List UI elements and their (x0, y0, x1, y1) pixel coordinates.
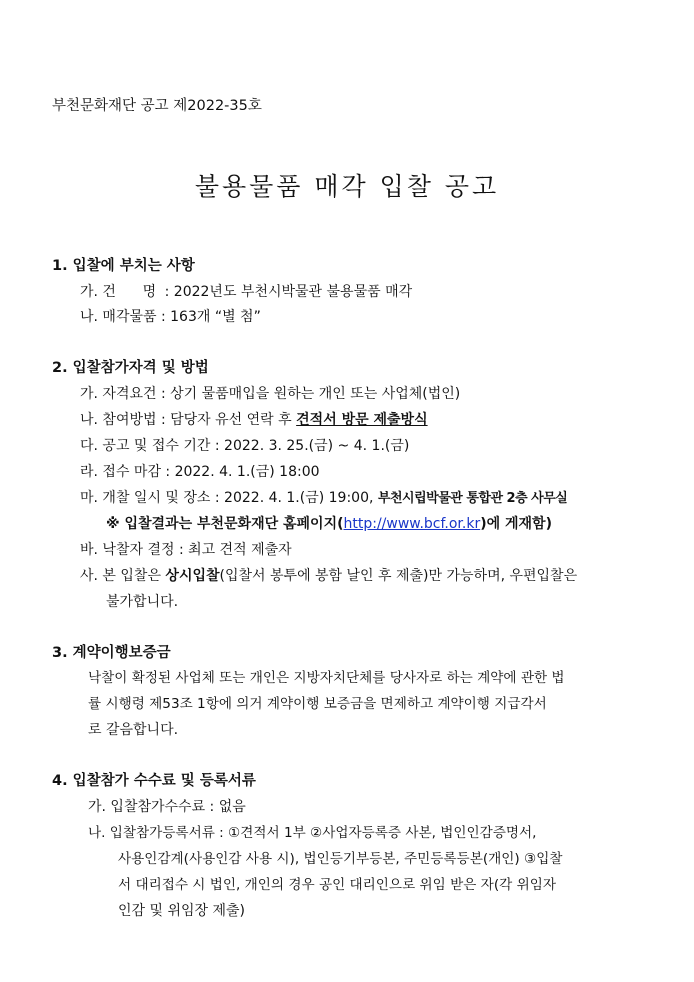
notice-number: 부천문화재단 공고 제2022-35호 (52, 98, 262, 114)
item-sa-emphasis: 상시입찰 (165, 568, 220, 584)
section-4-item-na-line-2: 사용인감계(사용인감 사용 시), 법인등기부등본, 주민등록등본(개인) ③입찰 (118, 851, 563, 867)
item-ma-emphasis: 부천시립박물관 통합관 2층 사무실 (377, 491, 568, 506)
section-3-line-1: 낙찰이 확정된 사업체 또는 개인은 지방자치단체를 당사자로 하는 계약에 관한 법 (88, 670, 565, 686)
section-2-item-sa-cont: 불가합니다. (106, 594, 179, 610)
note-text-end: )에 게재함) (480, 516, 552, 532)
section-2-item-ma (80, 488, 567, 509)
section-2-item-ra: 라. 접수 마감 : 2022. 4. 1.(금) 18:00 (80, 464, 320, 480)
section-4-heading: 4. 입찰참가 수수료 및 등록서류 (52, 773, 256, 789)
page-title: 불용물품 매각 입찰 공고 (194, 172, 500, 201)
section-1-heading: 1. 입찰에 부치는 사항 (52, 258, 195, 274)
section-2-item-ba: 바. 낙찰자 결정 : 최고 견적 제출자 (80, 542, 292, 558)
section-2-item-da: 다. 공고 및 접수 기간 : 2022. 3. 25.(금) ~ 4. 1.(금) (80, 438, 410, 454)
section-4-item-na-line-3: 서 대리접수 시 법인, 개인의 경우 공인 대리인으로 위임 받은 자(각 위임자 (118, 877, 556, 893)
section-4-item-na-line-1: 나. 입찰참가등록서류 : ①견적서 1부 ②사업자등록증 사본, 법인인감증명서, (88, 825, 537, 841)
section-1-item-ga (80, 282, 412, 302)
homepage-link[interactable]: http://www.bcf.or.kr (343, 516, 481, 532)
section-2-note (106, 514, 552, 534)
item-ga-value: : 2022년도 부천시박물관 불용물품 매각 (164, 284, 413, 300)
section-1-item-na: 나. 매각물품 : 163개 “별 첨” (80, 309, 261, 325)
item-sa-text-end: (입찰서 봉투에 봉함 날인 후 제출)만 가능하며, 우편입찰은 (219, 568, 578, 584)
item-ga-label: 가. 건 명 (80, 284, 157, 300)
section-2-item-na (80, 410, 428, 430)
section-3-line-3: 로 갈음합니다. (88, 722, 179, 738)
section-4-item-ga: 가. 입찰참가수수료 : 없음 (88, 799, 246, 815)
note-text: ※ 입찰결과는 부천문화재단 홈페이지( (106, 516, 344, 532)
item-ma-text: 마. 개찰 일시 및 장소 : 2022. 4. 1.(금) 19:00, (80, 490, 378, 506)
section-2-item-sa (80, 566, 577, 586)
section-3-line-2: 률 시행령 제53조 1항에 의거 계약이행 보증금을 면제하고 계약이행 지급각서 (88, 696, 547, 712)
section-4-item-na-line-4: 인감 및 위임장 제출) (118, 903, 246, 919)
item-na-text: 나. 참여방법 : 담당자 유선 연락 후 (80, 412, 297, 428)
section-2-item-ga: 가. 자격요건 : 상기 물품매입을 원하는 개인 또는 사업체(법인) (80, 386, 461, 402)
item-na-emphasis: 견적서 방문 제출방식 (296, 412, 428, 428)
item-sa-text: 사. 본 입찰은 (80, 568, 166, 584)
section-2-heading: 2. 입찰참가자격 및 방법 (52, 360, 209, 376)
section-3-heading: 3. 계약이행보증금 (52, 645, 171, 661)
